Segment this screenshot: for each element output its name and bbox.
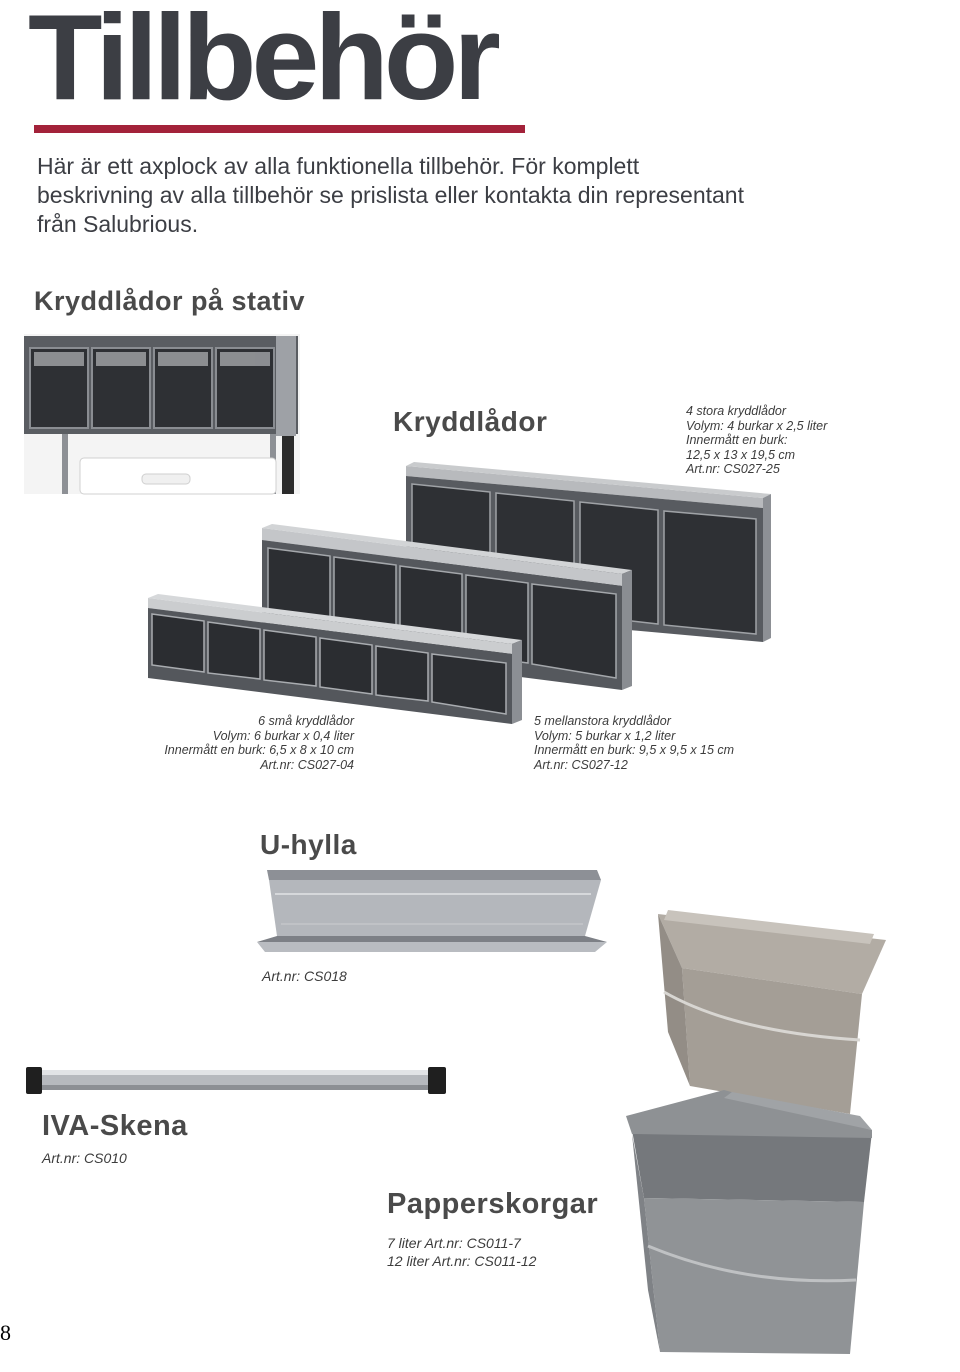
spec-line: Volym: 6 burkar x 0,4 liter (212, 728, 354, 743)
spec-line: Innermått en burk: 6,5 x 8 x 10 cm (164, 743, 354, 757)
medium-box-spec (534, 714, 734, 772)
iva-rail-image (24, 1064, 448, 1098)
spec-line: Art.nr: CS027-04 (260, 757, 354, 772)
bins-spec (387, 1234, 536, 1270)
title-underline (34, 125, 525, 133)
spec-line: Innermått en burk: 9,5 x 9,5 x 15 cm (534, 743, 735, 757)
u-shelf-image (255, 866, 607, 956)
spec-line: Innermått en burk: (686, 433, 788, 447)
spec-line: 12,5 x 13 x 19,5 cm (686, 447, 796, 462)
bin-7-liter (658, 910, 886, 1114)
spec-line: Art.nr: CS027-25 (686, 462, 780, 476)
u-shelf-heading: U-hylla (260, 829, 357, 860)
iva-rail-art-number: Art.nr: CS010 (42, 1150, 127, 1166)
spec-line: Volym: 4 burkar x 2,5 liter (686, 418, 828, 433)
spec-line: 7 liter Art.nr: CS011-7 (387, 1235, 521, 1251)
page-number: 8 (0, 1320, 11, 1345)
bin-12-liter (626, 1090, 872, 1354)
intro-text: Här är ett axplock av alla funktionella tillbehör. För komplett beskrivning av alla tillbehör se prislista eller kontakta din representant från Salubrious. (37, 153, 744, 237)
page-title: Tillbehör (28, 0, 496, 125)
small-box-spec (150, 714, 354, 772)
spice-section-heading: Kryddlådor på stativ (34, 286, 306, 316)
waste-bins-image (624, 902, 888, 1366)
u-shelf-art-number: Art.nr: CS018 (262, 968, 347, 984)
iva-rail-heading: IVA-Skena (42, 1110, 188, 1142)
spec-line: 12 liter Art.nr: CS011-12 (387, 1253, 537, 1269)
spec-line: Volym: 5 burkar x 1,2 liter (534, 728, 676, 743)
spice-boxes-subheading: Kryddlådor (393, 406, 548, 437)
spec-line: 5 mellanstora kryddlådor (534, 714, 671, 728)
spec-line: Art.nr: CS027-12 (534, 757, 628, 772)
bins-heading: Papperskorgar (387, 1188, 599, 1220)
spec-line: 4 stora kryddlådor (686, 404, 787, 418)
spec-line: 6 små kryddlådor (258, 714, 354, 728)
spice-drawers-image (140, 458, 780, 728)
